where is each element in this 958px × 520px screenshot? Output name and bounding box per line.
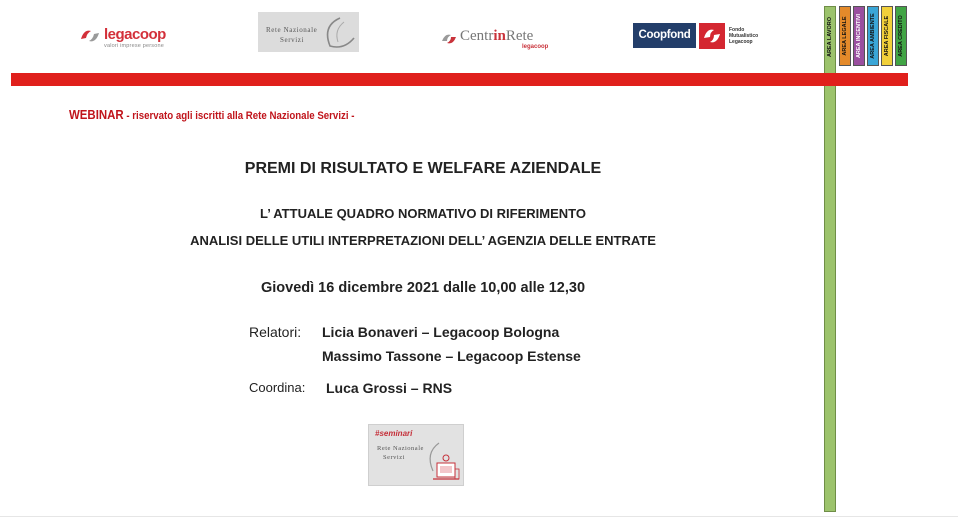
tab-area-legale[interactable] [839, 6, 851, 66]
tab-area-legale-label: AREA LEGALE [842, 16, 848, 56]
event-date: Giovedì 16 dicembre 2021 dalle 10,00 alle 12,30 [260, 280, 586, 296]
badge-line1: Rete Nazionale [377, 445, 424, 452]
badge-hashtag: #seminari [375, 429, 413, 438]
tab-area-fiscale[interactable] [881, 6, 893, 66]
tab-area-lavoro-label: AREA LAVORO [827, 16, 833, 58]
badge-line2: Servizi [383, 454, 405, 461]
webinar-label: WEBINAR [69, 107, 124, 122]
centrinrete-wordmark [460, 28, 533, 45]
event-title: PREMI DI RISULTATO E WELFARE AZIENDALE [244, 160, 602, 177]
centrinrete-mark-icon [440, 31, 458, 47]
webinar-heading [69, 107, 354, 122]
centrinrete-sub: legacoop [522, 44, 549, 50]
moderator-label: Coordina: [249, 380, 306, 395]
speakers-label: Relatori: [249, 324, 302, 340]
rns-line2: Servizi [280, 36, 305, 44]
tab-area-credito-label: AREA CREDITO [898, 15, 904, 57]
event-subtitle-1: L’ ATTUALE QUADRO NORMATIVO DI RIFERIMENTO [260, 206, 586, 221]
centrinrete-part2: in [493, 28, 506, 44]
tab-area-ambiente[interactable] [867, 6, 879, 66]
tab-area-incentivi[interactable] [853, 6, 865, 66]
coopfond-wordmark: Coopfond [633, 23, 696, 48]
coopfond-description [729, 27, 758, 45]
bottom-divider [0, 516, 958, 517]
webinar-restriction: - riservato agli iscritti alla Rete Nazionale Servizi - [123, 110, 355, 122]
coopfond-line2: Mutualistico [729, 33, 759, 39]
centrinrete-part1: Centr [460, 28, 494, 44]
seminari-badge [368, 424, 464, 486]
seminar-illustration-icon [419, 441, 463, 485]
speaker-1: Licia Bonaveri – Legacoop Bologna [322, 324, 560, 340]
coopfond-line3: Legacoop [729, 39, 753, 45]
legacoop-mark-icon [78, 26, 102, 46]
centrinrete-part3: Rete [505, 28, 534, 44]
legacoop-logo [78, 20, 178, 54]
legacoop-wordmark: legacoop [104, 26, 166, 43]
moderator-name: Luca Grossi – RNS [326, 380, 453, 396]
rns-line1: Rete Nazionale [266, 26, 318, 34]
legacoop-tagline: valori imprese persone [104, 43, 165, 49]
tab-area-ambiente-label: AREA AMBIENTE [870, 13, 876, 59]
coopfond-mark-icon [699, 23, 725, 49]
header-divider-band [11, 73, 908, 86]
centrinrete-logo [440, 26, 555, 56]
coopfond-line1: Fondo [729, 27, 745, 33]
rns-logo [258, 12, 359, 52]
tab-area-fiscale-label: AREA FISCALE [884, 15, 890, 57]
tab-area-incentivi-label: AREA INCENTIVI [856, 13, 862, 59]
tab-area-credito[interactable] [895, 6, 907, 66]
event-subtitle-2: ANALISI DELLE UTILI INTERPRETAZIONI DELL’ AGENZIA DELLE ENTRATE [190, 233, 656, 248]
coopfond-logo [633, 23, 773, 53]
speaker-2: Massimo Tassone – Legacoop Estense [322, 348, 581, 364]
